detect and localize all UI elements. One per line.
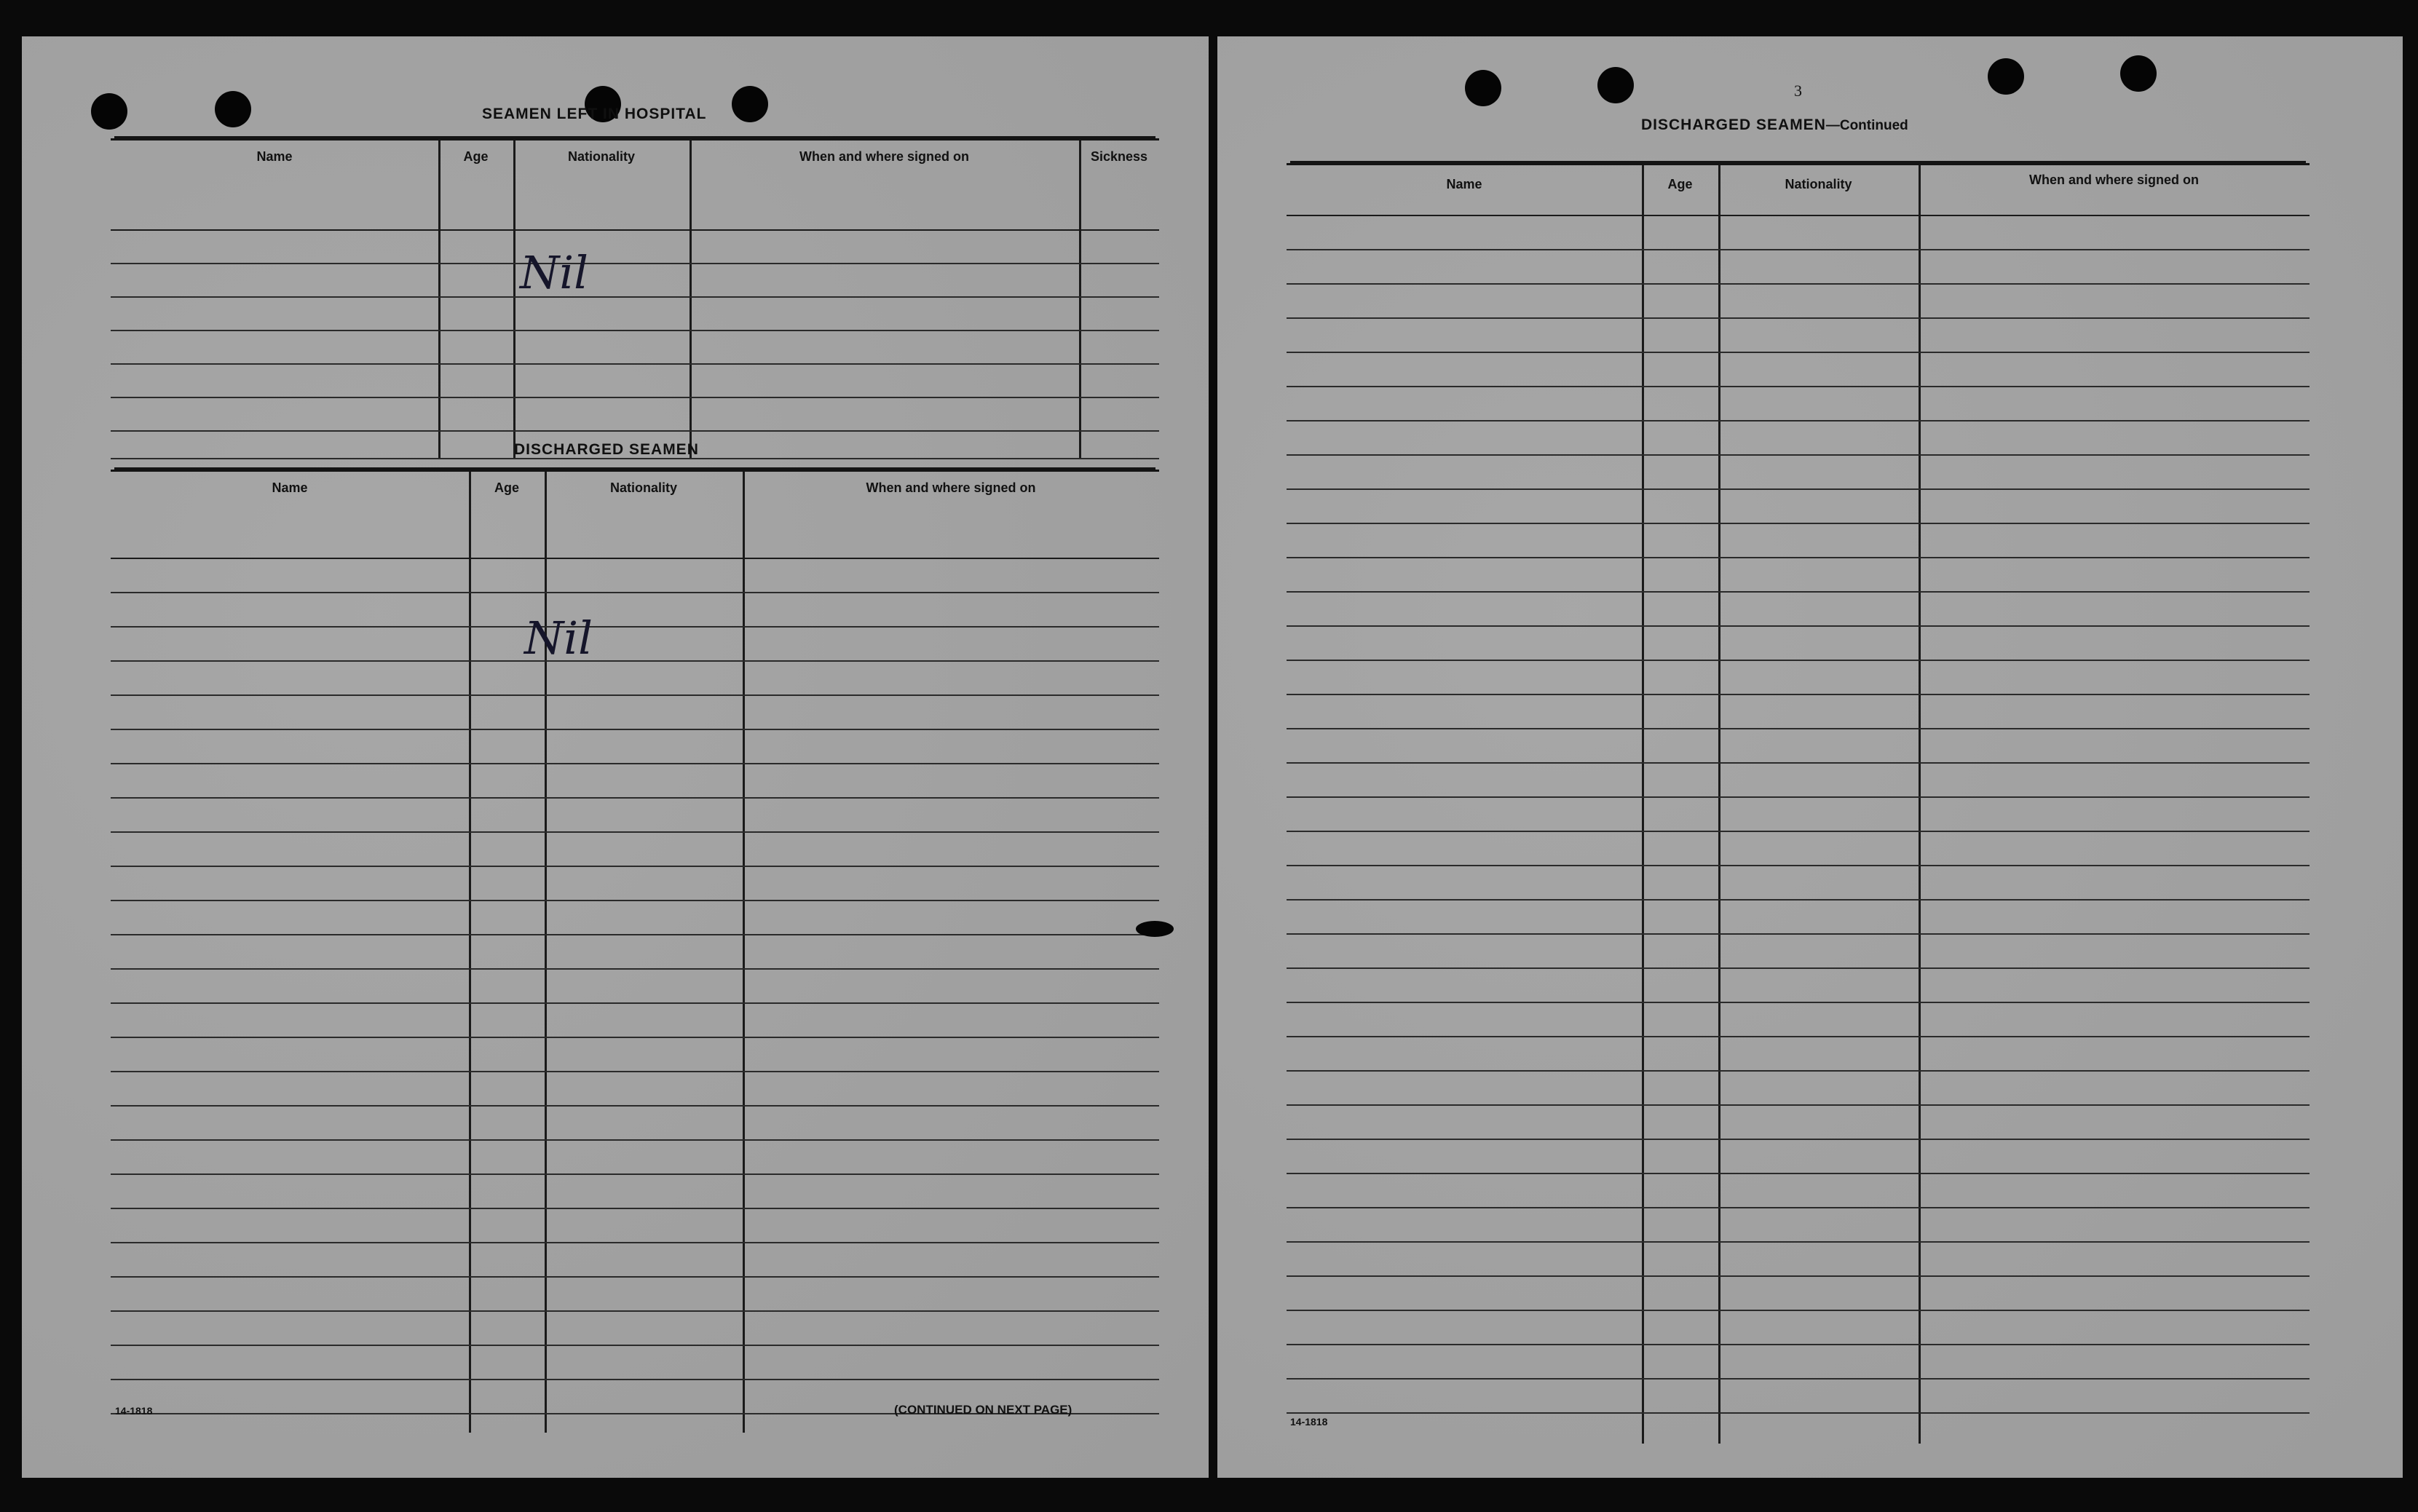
punch-hole	[91, 93, 127, 130]
col-header-name: Name	[272, 480, 308, 495]
right-page	[1217, 36, 2403, 1478]
col-header-nationality: Nationality	[567, 149, 635, 164]
punch-hole	[1465, 70, 1501, 106]
page-number: 3	[1794, 82, 1802, 100]
discharged-continued-title: DISCHARGED SEAMEN—Continued	[1641, 116, 1908, 133]
discharged-table	[111, 470, 1159, 1433]
hospital-section-title: SEAMEN LEFT IN HOSPITAL	[482, 106, 707, 122]
punch-hole	[1597, 67, 1634, 103]
ink-smudge	[1136, 921, 1174, 937]
col-header-when-where: When and where signed on	[799, 149, 969, 164]
left-page	[22, 36, 1209, 1478]
form-number: 14-1818	[1290, 1416, 1328, 1428]
form-number: 14-1818	[115, 1405, 153, 1417]
col-header-age: Age	[1667, 177, 1693, 191]
col-header-nationality: Nationality	[1785, 177, 1852, 191]
col-header-name: Name	[256, 149, 293, 164]
hospital-table	[111, 138, 1159, 459]
col-header-sickness: Sickness	[1090, 149, 1148, 164]
col-header-name: Name	[1446, 177, 1482, 191]
discharged-section-title: DISCHARGED SEAMEN	[514, 441, 699, 458]
discharged-continued-table	[1287, 163, 2310, 1444]
punch-hole	[732, 86, 768, 122]
col-header-when-where: When and where signed on	[866, 480, 1036, 495]
discharged-nil-annotation: Nil	[524, 611, 593, 665]
continued-note: (CONTINUED ON NEXT PAGE)	[894, 1403, 1072, 1417]
hospital-nil-annotation: Nil	[520, 246, 588, 299]
punch-hole	[2120, 55, 2157, 92]
col-header-age: Age	[494, 480, 519, 495]
col-header-nationality: Nationality	[609, 480, 677, 495]
col-header-when-where: When and where signed on	[2028, 173, 2199, 187]
punch-hole	[1988, 58, 2024, 95]
col-header-age: Age	[463, 149, 489, 164]
punch-hole	[215, 91, 251, 127]
